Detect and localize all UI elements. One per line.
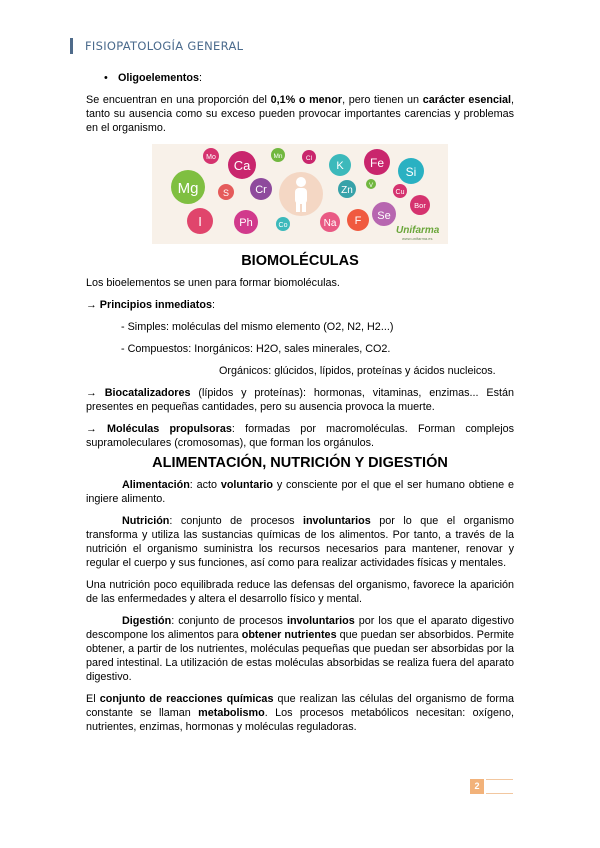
biomol-intro: Los bioelementos se unen para formar biomoléculas. [86, 277, 340, 289]
moleculas-propulsoras-paragraph: → Moléculas propulsoras: formadas por macromoléculas. Forman complejos supramoleculares (cromosomas), que forman los orgánulos. [86, 423, 514, 449]
page-number-badge: 2 [470, 779, 484, 794]
oligoelements-illustration [152, 144, 448, 244]
element-label: Si [405, 165, 417, 179]
element-label: Mg [177, 180, 199, 197]
biocatalizadores-paragraph: → Biocatalizadores (lípidos y proteínas): hormonas, vitaminas, enzimas... Están presentes en pequeñas cantidades, pero su ausencia provoca la muerte. [86, 387, 515, 413]
element-label: K [336, 160, 344, 172]
biomoleculas-title: BIOMOLÉCULAS [241, 253, 359, 269]
element-label: Cr [255, 184, 267, 196]
oligo-title: Oligoelementos [118, 72, 199, 84]
metabolismo-paragraph: El conjunto de reacciones químicas que realizan las células del organismo de forma constante se llaman metabolismo. Los procesos metabólicos necesitan: oxígeno, nutrientes, enzimas, hormonas y moléculas reguladoras. [86, 693, 515, 733]
element-label: Mo [206, 154, 216, 161]
simples-line: - Simples: moléculas del mismo elemento (O2, N2, H2...) [121, 321, 394, 333]
digestion-paragraph: Digestión: conjunto de procesos involuntarios por los que el aparato digestivo descompone los alimentos para obtener nutrientes que puedan ser absorbidos. Permite obtener, a partir de los nutrientes, moléculas pequeñas que puedan ser absorbidas por la pared intestinal. La utilización de estas moléculas absorbidas se realiza fuera del aparato digestivo. [86, 615, 514, 683]
element-label: Cu [395, 189, 405, 196]
arrow-icon: → [86, 299, 97, 311]
compuestos-line: - Compuestos: Inorgánicos: H2O, sales minerales, CO2. [121, 343, 391, 355]
oligo-bullet-line: • Oligoelementos: [104, 72, 202, 84]
oligo-paragraph: Se encuentran en una proporción del 0,1% o menor, pero tienen un carácter esencial, tanto su ausencia como su exceso pueden provocar importantes carencias y problemas en el organismo. [86, 94, 515, 134]
nutricion-paragraph: Nutrición: conjunto de procesos involuntarios por lo que el organismo transforma y utiliza las sustancias químicas de los alimentos. Por tanto, a través de la nutrición el organismo suministra los recursos necesarios para mantener, renovar y regular el cuerpo y sus funciones, así como para realizar actividades físicas y mentales. [86, 515, 514, 569]
nutricion-desequilibrada-paragraph: Una nutrición poco equilibrada reduce las defensas del organismo, favorece la aparición de las enfermedades y altera el desarrollo físico y mental. [86, 579, 514, 605]
arrow-icon: → [86, 423, 97, 435]
unifarma-logo: Unifarma [396, 225, 440, 236]
element-label: Mn [273, 153, 283, 160]
element-label: I [198, 214, 202, 229]
element-label: Ca [233, 158, 251, 173]
alimentacion-title: ALIMENTACIÓN, NUTRICIÓN Y DIGESTIÓN [152, 455, 448, 471]
element-label: Na [323, 218, 337, 229]
element-label: Bor [414, 201, 426, 210]
principios-inmediatos: → Principios inmediatos: [86, 299, 215, 311]
element-label: Cl [305, 155, 313, 162]
element-label: Co [278, 222, 288, 229]
element-label: Ph [239, 217, 253, 229]
element-label: V [368, 183, 374, 189]
arrow-icon: → [86, 387, 97, 399]
element-label: Zn [341, 185, 353, 196]
page-number-decoration [486, 779, 513, 794]
element-label: Se [377, 210, 391, 222]
element-label: Fe [369, 156, 385, 170]
header-accent-bar [70, 38, 73, 54]
bullet-icon: • [104, 72, 108, 84]
element-label: S [222, 188, 230, 198]
document-header-title: FISIOPATOLOGÍA GENERAL [85, 39, 244, 53]
page-content [86, 68, 514, 734]
person-icon [296, 177, 306, 187]
alimentacion-paragraph: Alimentación: acto voluntario y consciente por el que el ser humano obtiene e ingiere alimento. [86, 479, 514, 505]
oligoelements-figure [152, 144, 448, 244]
unifarma-url: www.unifarma.es [402, 236, 433, 241]
element-label: F [354, 215, 362, 227]
organicos-line: Orgánicos: glúcidos, lípidos, proteínas y ácidos nucleicos. [219, 365, 496, 377]
